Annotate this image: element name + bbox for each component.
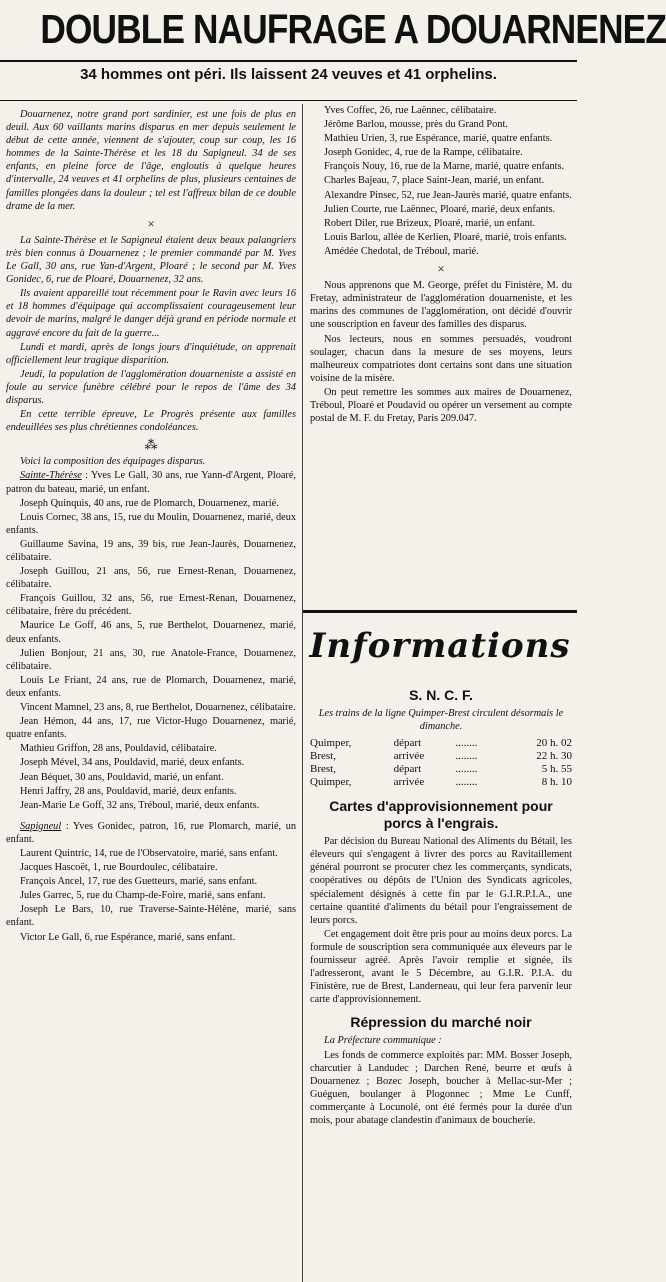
article-paragraph: La Sainte-Thérèse et le Sapigneul étaient deux beaux palangriers très bien connus à Douarnenez ; le premier commandé par M. Yves Le Gall, 30 ans, rue Yan-d'Argent, Ploaré ; le second par M. Yves Gonidec, 6, rue de Ploaré, Douarnenez, 32 ans. <box>6 234 296 286</box>
crew-entry: Vincent Mamnel, 23 ans, 8, rue Berthelot, Douarnenez, célibataire. <box>20 702 296 714</box>
headline: DOUBLE NAUFRAGE A DOUARNENEZ <box>40 6 666 52</box>
crew-entry: Jean Hémon, 44 ans, 17, rue Victor-Hugo Douarnenez, marié, quatre enfants. <box>6 716 296 741</box>
column-divider <box>302 104 303 1282</box>
article-paragraph: Jeudi, la population de l'agglomération douarneniste a assisté en foule au service funèbre célébré pour le repos de l'âme des 34 disparus. <box>6 368 296 406</box>
crew-entry: Joseph Mével, 34 ans, Pouldavid, marié, deux enfants. <box>20 757 245 769</box>
article-paragraph: En cette terrible épreuve, Le Progrès présente aux familles endeuillées ses plus chrétiennes condoléances. <box>6 409 296 434</box>
crew-entry: Louis Cornec, 38 ans, 15, rue du Moulin, Douarnenez, marié, deux enfants. <box>6 511 296 536</box>
crew-entry: Maurice Le Goff, 46 ans, 5, rue Berthelot, Douarnenez, marié, deux enfants. <box>6 620 296 645</box>
crew-entry: Sapigneul : Yves Gonidec, patron, 16, rue Plomarch, marié, un enfant. <box>6 820 297 845</box>
intro-paragraph: Douarnenez, notre grand port sardinier, est une fois de plus en deuil. Aux 60 vaillants marins disparus en mer depuis seulement le début de cette année, viennent de s'ajouter, coup sur coup, les 16 hommes de la Sainte-Thérèse et les 18 du Sapigneul. 34 de ses enfants, en pleine force de l'âge, engloutis à quelque heures d'intervalle, 24 veuves et 41 orphelins de plus, plusieurs centaines de familles plongées dans la douleur ; tel est l'affreux bilan de ce double drame de la mer. <box>6 109 296 212</box>
cartes-title: Cartes d'approvisionnement pour porcs à l'engrais. <box>329 798 553 832</box>
train-row: Quimper, arrivée ........ 8 h. 10 <box>310 776 572 789</box>
crew-entry: Amédée Chedotal, de Tréboul, marié. <box>324 245 479 257</box>
crew-entry: Louis Le Friant, 24 ans, rue de Plomarch, Douarnenez, marié, deux enfants. <box>6 674 296 699</box>
crew-entry: Sainte-Thérèse : Yves Le Gall, 30 ans, rue Yann-d'Argent, Ploaré, patron du bateau, marié, un enfant. <box>6 470 296 495</box>
left-column <box>6 108 296 1280</box>
marche-noir-intro: La Préfecture communique : <box>324 1035 442 1047</box>
informations-title: Informations <box>309 626 571 666</box>
crew-entry: Alexandre Pinsec, 52, rue Jean-Jaurès marié, quatre enfants. <box>324 189 572 201</box>
train-timetable <box>310 737 572 789</box>
sncf-title: S. N. C. F. <box>409 687 473 703</box>
crew-entry: Joseph Gonidec, 4, rue de la Rampe, célibataire. <box>324 147 523 159</box>
crew-entry: Joseph Guillou, 21 ans, 56, rue Ernest-Renan, Douarnenez, célibataire. <box>6 566 296 591</box>
crew-entry: Julien Courte, rue Laënnec, Ploaré, marié, deux enfants. <box>324 203 556 215</box>
train-row: Brest, départ ........ 5 h. 55 <box>310 763 572 776</box>
informations-top-rule <box>303 610 577 613</box>
crew-entry: Laurent Quintric, 14, rue de l'Observatoire, marié, sans enfant. <box>20 847 278 859</box>
crew-entry: Mathieu Urien, 3, rue Espérance, marié, quatre enfants. <box>324 133 553 145</box>
subheadline: 34 hommes ont péri. Ils laissent 24 veuves et 41 orphelins. <box>80 66 497 83</box>
right-column-informations <box>310 684 572 1280</box>
cartes-paragraph: Cet engagement doit être pris pour au moins deux porcs. La formule de souscription sera communiquée aux éleveurs par le fournisseur agréé. Après l'avoir remplie et signée, ils l'adresseront, avant le 5 Décembre, au G.I.R. P.I.A. du Finistère, rue de Brest, Landerneau, qui leur fera parvenir leur carte d'approvisionnement. <box>310 928 572 1006</box>
crew-entry: Louis Barlou, allée de Kerlien, Ploaré, marié, trois enfants. <box>324 231 567 243</box>
marche-noir-title: Répression du marché noir <box>350 1014 532 1031</box>
headline-rule <box>0 60 577 62</box>
crew-entry: Mathieu Griffon, 28 ans, Pouldavid, célibataire. <box>20 743 217 755</box>
cartes-paragraph: Par décision du Bureau National des Aliments du Bétail, les éleveurs qui s'engagent à livrer des porcs au Ravitaillement général pourront se procurer chez les commerçants, syndicats, coopératives ou dépôts de l'Union des Syndicats agricoles, spécialement désignés à cette fin par le G.I.R.P.I.A., une certaine quantité d'aliments du bétail pour l'engraissement de leurs porcs. <box>310 836 572 926</box>
separator: ⁂ <box>144 437 158 453</box>
crew-label-sainte-therese: Sainte-Thérèse <box>20 470 82 482</box>
crew-intro: Voici la composition des équipages disparus. <box>20 456 206 468</box>
crew-entry: François Ancel, 17, rue des Guetteurs, marié, sans enfant. <box>20 876 258 888</box>
crew-entry: Robert Diler, rue Brizeux, Ploaré, marié, un enfant. <box>324 217 536 229</box>
crew-label-sapigneul: Sapigneul <box>20 820 62 832</box>
sncf-subtitle: Les trains de la ligne Quimper-Brest circulent désormais le dimanche. <box>318 708 564 733</box>
crew-entry: Charles Bajeau, 7, place Saint-Jean, marié, un enfant. <box>324 175 545 187</box>
train-row: Brest, arrivée ........ 22 h. 30 <box>310 750 572 763</box>
article-paragraph: Lundi et mardi, après de longs jours d'inquiétude, on apprenait officiellement leur tragique disparition. <box>6 341 296 366</box>
marche-noir-paragraph: Les fonds de commerce exploités par: MM. Bosser Joseph, charcutier à Landudec ; Darchen René, beurre et œufs à Douarnenez ; Bozec Joseph, boucher à Mellac-sur-Mer ; Guéguen, boulanger à Plogonnec ; Mme Le Cunff, commerçante à Locunolé, ont été fermés pour la durée d'un mois, pour abatage clandestin d'animaux de boucherie. <box>310 1049 572 1126</box>
subheadline-rule <box>0 100 577 101</box>
crew-entry: Guillaume Savina, 19 ans, 39 bis, rue Jean-Jaurès, Douarnenez, célibataire. <box>6 538 296 563</box>
subscription-paragraph: On peut remettre les sommes aux maires de Douarnenez, Tréboul, Ploaré et Poudavid ou opérer un versement au compte postal de M. F. du Fretay, Paris 209.047. <box>310 386 572 425</box>
crew-entry: Jean Béquet, 30 ans, Pouldavid, marié, un enfant. <box>20 771 224 783</box>
subscription-paragraph: Nous apprenons que M. George, préfet du Finistère, M. du Fretay, administrateur de l'agglomération douarneniste, et les marins des communes de l'agglomération, ont décidé d'ouvrir une souscription en faveur des familles des disparus. <box>310 280 572 331</box>
article-paragraph: Ils avaient appareillé tout récemment pour le Ravin avec leurs 16 et 18 hommes d'équipage qui accomplissaient courageusement leur devoir de marins, malgré le danger déjà grand en période normale et aggravé encore du fait de la guerre... <box>6 288 296 339</box>
crew-entry: Jérôme Barlou, mousse, près du Grand Pont. <box>324 119 508 131</box>
crew-entry: François Nouy, 16, rue de la Marne, marié, quatre enfants. <box>324 161 565 173</box>
crew-entry: Joseph Le Bars, 10, rue Traverse-Sainte-Hélène, marié, sans enfant. <box>6 904 296 929</box>
right-column-top <box>310 104 572 604</box>
separator: × <box>437 261 445 277</box>
crew-entry: Julien Bonjour, 21 ans, 30, rue Anatole-France, Douarnenez, célibataire. <box>6 647 296 672</box>
train-row: Quimper, départ ........ 20 h. 02 <box>310 737 572 750</box>
crew-entry: Joseph Quinquis, 40 ans, rue de Plomarch, Douarnenez, marié. <box>20 497 279 509</box>
crew-entry: Jean-Marie Le Goff, 32 ans, Tréboul, marié, deux enfants. <box>20 799 260 811</box>
crew-entry: Jacques Hascoët, 1, rue Bourdoulec, célibataire. <box>20 862 218 874</box>
separator: × <box>147 215 155 231</box>
crew-entry: Jules Garrec, 5, rue du Champ-de-Foire, marié, sans enfant. <box>20 890 266 902</box>
crew-entry: Yves Coffec, 26, rue Laënnec, célibataire. <box>324 105 497 116</box>
crew-entry: Victor Le Gall, 6, rue Espérance, marié, sans enfant. <box>20 931 236 943</box>
subscription-paragraph: Nos lecteurs, nous en sommes persuadés, voudront soulager, chacun dans la mesure de ses moyens, leurs malheureux compatriotes dont certains sont dans une situation voisine de la misère. <box>310 333 572 384</box>
crew-entry: François Guillou, 32 ans, 56, rue Ernest-Renan, Douarnenez, célibataire, frère du précédent. <box>6 593 296 618</box>
crew-entry: Henri Jaffry, 28 ans, Pouldavid, marié, deux enfants. <box>20 785 237 797</box>
